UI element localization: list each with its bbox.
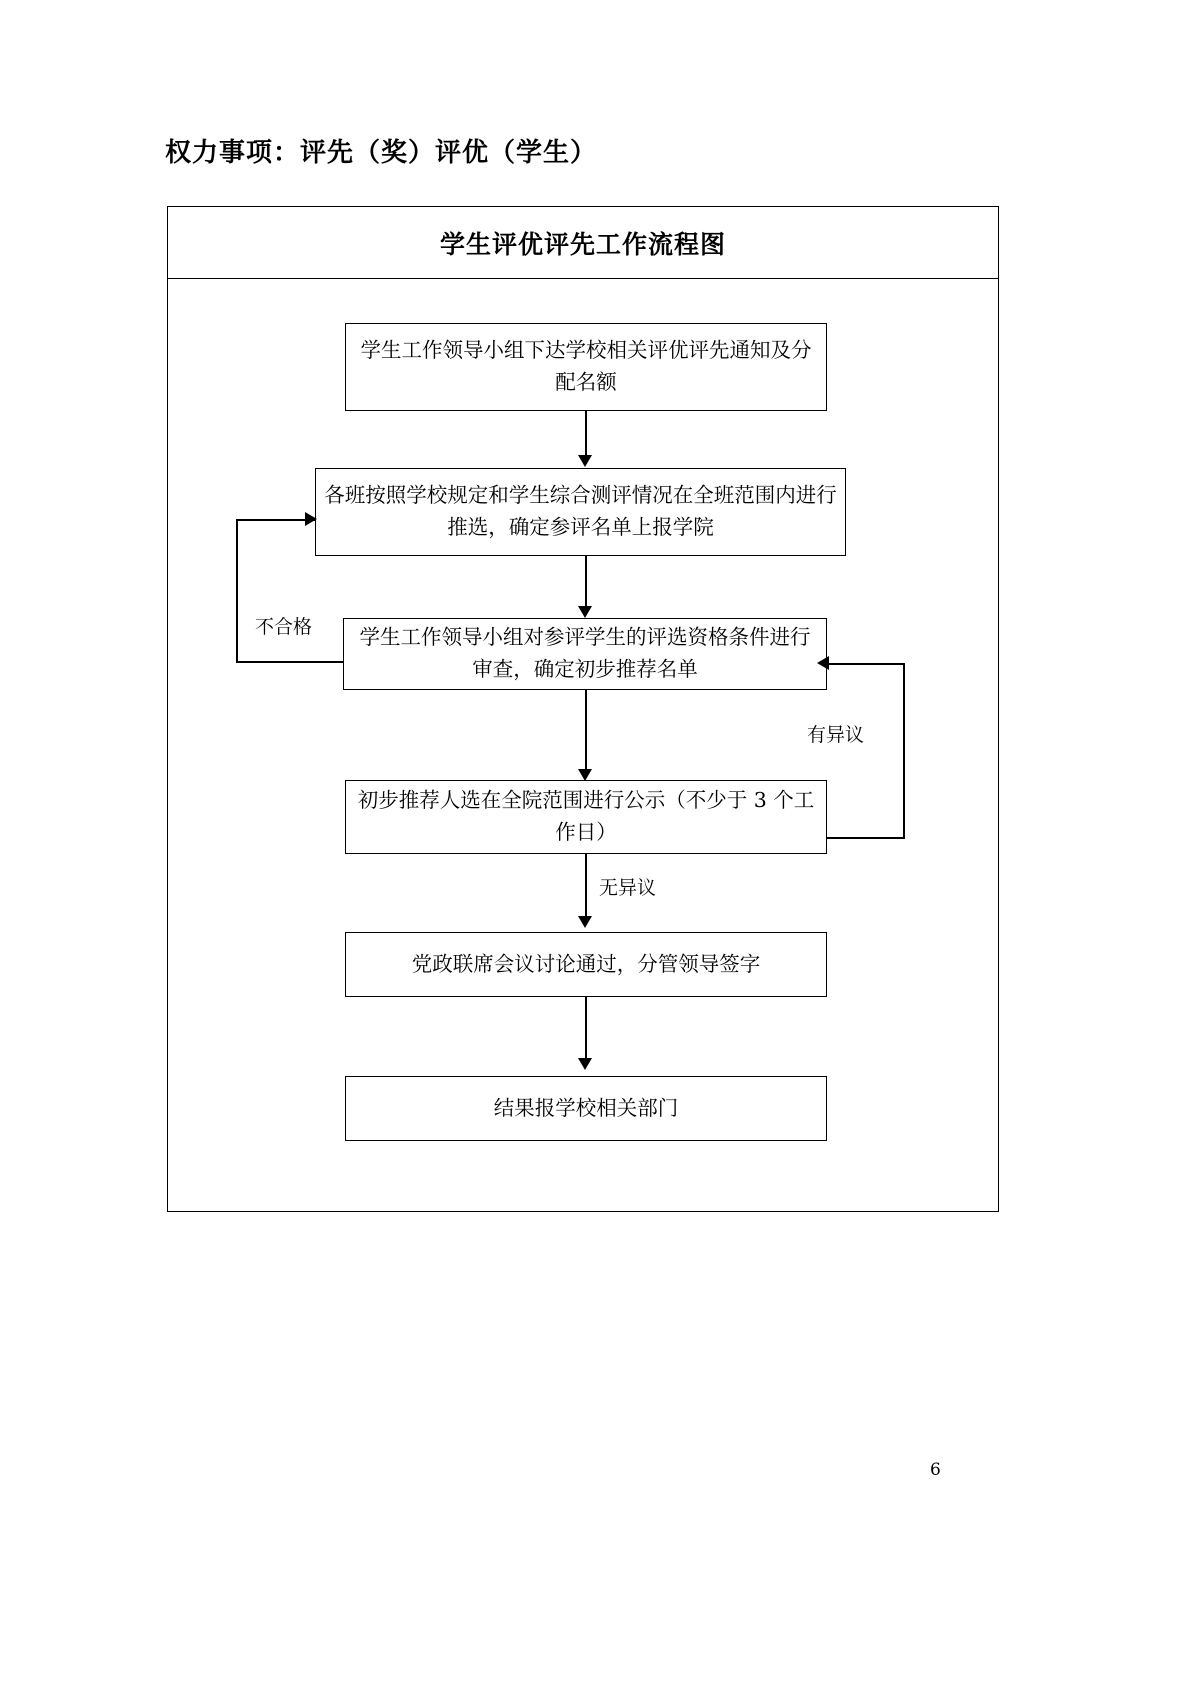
page-number: 6 — [930, 1460, 941, 1480]
flow-node-4-label: 初步推荐人选在全院范围进行公示（不少于 3 个工作日） — [357, 788, 815, 844]
connector-1-2 — [585, 411, 587, 459]
connector-2-3-arrowhead — [578, 606, 592, 618]
flow-node-6 — [345, 1076, 827, 1141]
connector-3-2-top — [236, 519, 315, 521]
connector-2-3 — [585, 556, 587, 610]
connector-4-3-vertical — [903, 663, 905, 839]
connector-4-5 — [585, 854, 587, 920]
connector-1-2-arrowhead — [578, 455, 592, 467]
connector-4-3-arrowhead — [817, 656, 829, 670]
page-title: 权力事项：评先（奖）评优（学生） — [165, 138, 598, 168]
flow-node-5 — [345, 932, 827, 997]
connector-3-4 — [585, 690, 587, 773]
flowchart-title: 学生评优评先工作流程图 — [168, 207, 998, 279]
connector-4-3-top — [827, 663, 905, 665]
edge-label-objection: 有异议 — [805, 720, 866, 747]
connector-4-3-bottom — [827, 837, 905, 839]
connector-5-6-arrowhead — [578, 1058, 592, 1070]
edge-label-unqualified: 不合格 — [253, 612, 314, 639]
connector-3-2-vertical — [236, 519, 238, 663]
connector-4-5-arrowhead — [578, 916, 592, 928]
flow-node-1-label: 学生工作领导小组下达学校相关评优评先通知及分配名额 — [360, 338, 812, 394]
flow-node-4 — [345, 780, 827, 854]
edge-label-no-objection: 无异议 — [597, 873, 658, 900]
connector-3-2-bottom — [236, 661, 344, 663]
flow-node-1 — [345, 323, 827, 411]
flow-node-2 — [315, 468, 846, 556]
connector-3-2-arrowhead — [305, 512, 317, 526]
flow-node-3-label: 学生工作领导小组对参评学生的评选资格条件进行审查，确定初步推荐名单 — [359, 625, 811, 681]
flow-node-5-label: 党政联席会议讨论通过，分管领导签字 — [411, 951, 761, 976]
flow-node-3 — [343, 618, 827, 690]
flow-node-6-label: 结果报学校相关部门 — [493, 1095, 679, 1120]
connector-5-6 — [585, 997, 587, 1062]
flow-node-2-label: 各班按照学校规定和学生综合测评情况在全班范围内进行推选，确定参评名单上报学院 — [324, 483, 837, 539]
